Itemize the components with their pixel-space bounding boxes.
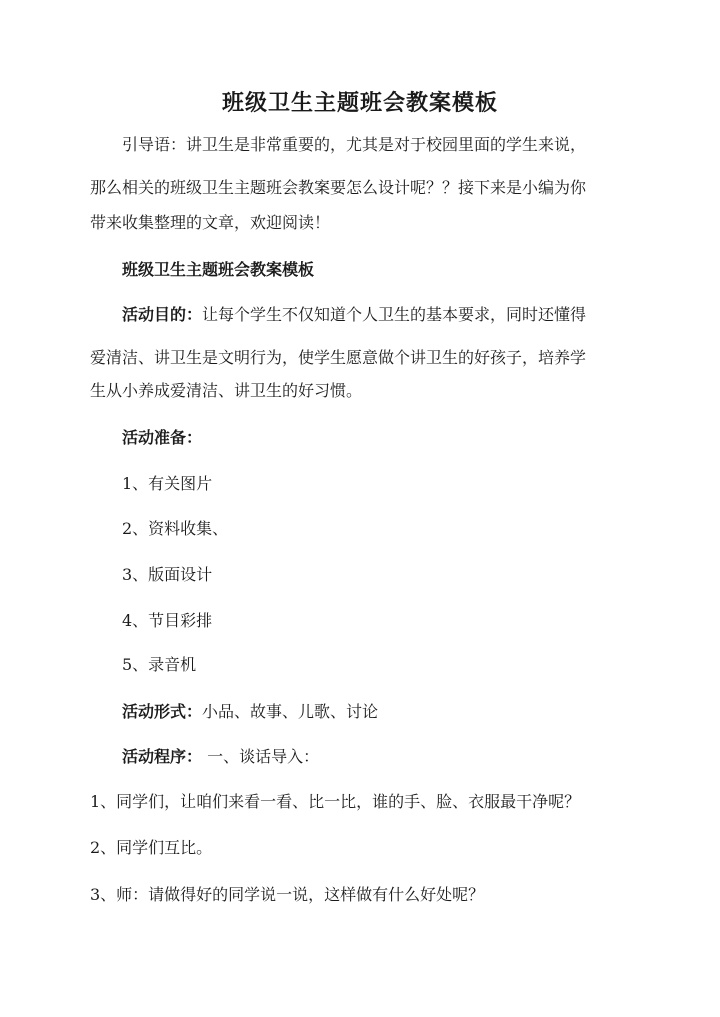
section-subtitle: 班级卫生主题班会教案模板	[122, 260, 315, 279]
preparation-label: 活动准备：	[122, 428, 203, 447]
intro-line-3: 带来收集整理的文章，欢迎阅读！	[90, 213, 331, 232]
purpose-line-2: 爱清洁、讲卫生是文明行为，使学生愿意做个讲卫生的好孩子，培养学	[90, 348, 587, 367]
intro-line-1: 引导语：讲卫生是非常重要的，尤其是对于校园里面的学生来说，	[122, 135, 587, 154]
procedure-line	[122, 745, 650, 769]
procedure-item: 1、同学们，让咱们来看一看、比一比，谁的手、脸、衣服最干净呢？	[90, 792, 581, 811]
form-text: 小品、故事、儿歌、讨论	[202, 702, 379, 721]
procedure-item: 2、同学们互比。	[90, 838, 213, 857]
purpose-text-1: 让每个学生不仅知道个人卫生的基本要求，同时还懂得	[202, 305, 587, 324]
preparation-item: 2、资料收集、	[122, 519, 229, 538]
form-line	[122, 700, 650, 724]
procedure-label: 活动程序：	[122, 747, 203, 766]
preparation-item: 5、录音机	[122, 655, 197, 674]
intro-line-2: 那么相关的班级卫生主题班会教案要怎么设计呢？？接下来是小编为你	[90, 178, 587, 197]
preparation-item: 4、节目彩排	[122, 611, 213, 630]
preparation-item: 1、有关图片	[122, 474, 213, 493]
preparation-item: 3、版面设计	[122, 565, 213, 584]
document-title: 班级卫生主题班会教案模板	[221, 90, 498, 116]
procedure-text: 一、谈话导入：	[202, 747, 320, 766]
purpose-line-3: 生从小养成爱清洁、讲卫生的好习惯。	[90, 381, 363, 400]
procedure-item: 3、师：请做得好的同学说一说，这样做有什么好处呢？	[90, 885, 485, 904]
purpose-label: 活动目的：	[122, 305, 203, 324]
form-label: 活动形式：	[122, 702, 203, 721]
purpose-paragraph-line-1	[122, 303, 650, 327]
